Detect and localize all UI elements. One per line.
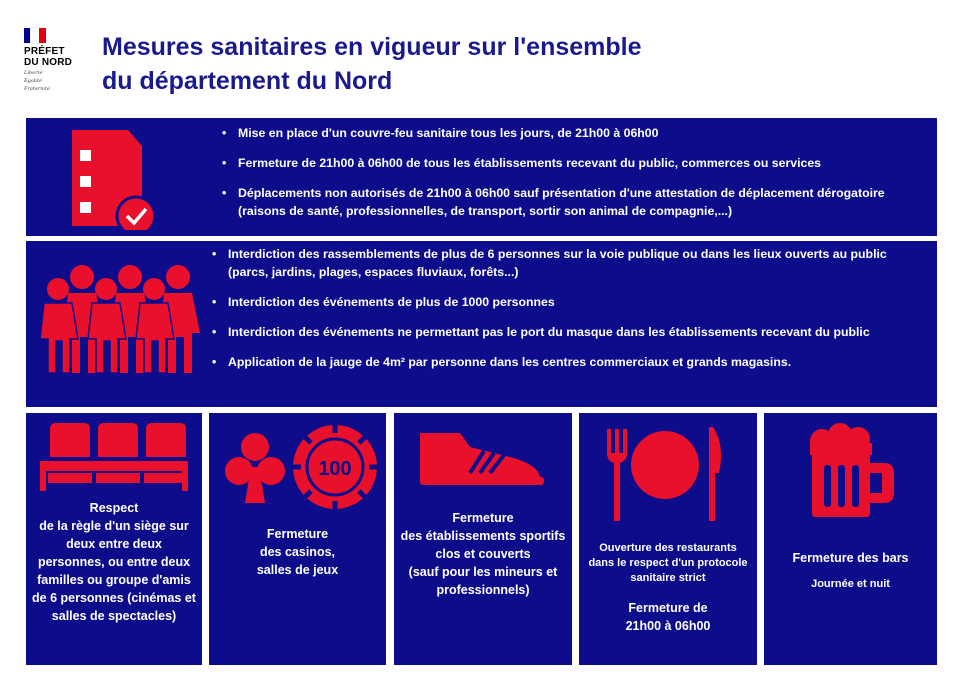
card-casino-text: Fermeture des casinos, salles de jeux bbox=[256, 527, 339, 577]
curfew-panel bbox=[26, 118, 937, 236]
gatherings-list bbox=[212, 245, 927, 383]
list-item: • Interdiction des événements ne permettant pas le port du masque dans les établissements recevant du public bbox=[212, 323, 927, 341]
card-bars-subtext: Journée et nuit bbox=[811, 578, 890, 590]
list-item: • Déplacements non autorisés de 21h00 à 06h00 sauf présentation d'une attestation de déplacement dérogatoire (raisons de santé, professionnelles, de transport, sortir son animal de compagnie,...) bbox=[222, 184, 922, 220]
list-item: • Fermeture de 21h00 à 06h00 de tous les établissements recevant du public, commerces ou services bbox=[222, 154, 922, 172]
restaurant-icon bbox=[603, 425, 733, 525]
card-sports-text: Fermeture des établissements sportifs clos et couverts (sauf pour les mineurs et professionnels) bbox=[400, 511, 566, 597]
sneaker-icon bbox=[418, 429, 546, 489]
card-restaurant-hours: Fermeture de 21h00 à 06h00 bbox=[625, 601, 711, 633]
card-casino bbox=[209, 413, 386, 665]
card-sports bbox=[394, 413, 572, 665]
gatherings-panel bbox=[26, 241, 937, 407]
card-cinema-text: Respect de la règle d'un siège sur deux entre deux personnes, ou entre deux familles ou groupe d'amis de 6 personnes (cinémas et salles de spectacles) bbox=[32, 501, 196, 623]
title-line1: Mesures sanitaires en vigueur sur l'ensemble bbox=[102, 33, 642, 61]
page-title bbox=[102, 30, 802, 98]
card-cinema bbox=[26, 413, 202, 665]
casino-icon bbox=[217, 423, 382, 513]
card-restaurant bbox=[579, 413, 757, 665]
prefet-logo bbox=[24, 28, 88, 96]
card-restaurant-text: Ouverture des restaurants dans le respect d'un protocole sanitaire strict bbox=[588, 542, 748, 584]
list-item: • Interdiction des événements de plus de 1000 personnes bbox=[212, 293, 927, 311]
title-line2: du département du Nord bbox=[102, 67, 393, 95]
checklist-document-icon bbox=[70, 130, 180, 230]
card-bars bbox=[764, 413, 937, 665]
logo-motto-3: Fraternité bbox=[24, 86, 50, 92]
list-item: • Application de la jauge de 4m² par personne dans les centres commerciaux et grands magasins. bbox=[212, 353, 927, 371]
curfew-list bbox=[222, 124, 922, 232]
beer-mug-icon bbox=[804, 423, 900, 523]
logo-line1: PRÉFET bbox=[24, 46, 65, 57]
logo-motto-2: Égalité bbox=[24, 78, 42, 84]
crowd-icon bbox=[38, 263, 208, 373]
french-flag-icon bbox=[24, 28, 46, 43]
list-item: • Mise en place d'un couvre-feu sanitaire tous les jours, de 21h00 à 06h00 bbox=[222, 124, 922, 142]
cinema-seats-icon bbox=[36, 423, 192, 495]
logo-line2: DU NORD bbox=[24, 57, 73, 68]
logo-motto-1: Liberté bbox=[24, 70, 43, 76]
chip-label: 100 bbox=[318, 458, 352, 480]
list-item: • Interdiction des rassemblements de plus de 6 personnes sur la voie publique ou dans les lieux ouverts au public (parcs, jardins, plages, espaces fluviaux, forêts...) bbox=[212, 245, 927, 281]
card-bars-text: Fermeture des bars bbox=[792, 551, 909, 565]
